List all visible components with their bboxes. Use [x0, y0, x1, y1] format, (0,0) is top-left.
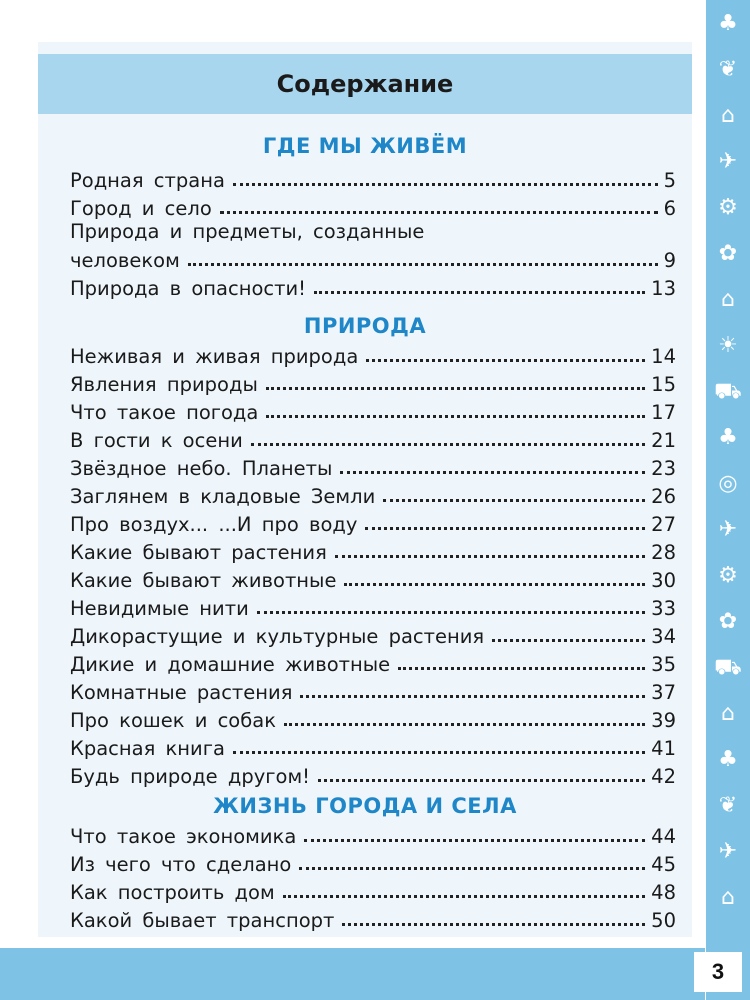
car-icon: ⛟	[714, 379, 742, 404]
page-number: 3	[694, 952, 742, 992]
section-title-nature: ПРИРОДА	[303, 314, 427, 338]
leader-dots	[188, 263, 658, 266]
entry-page: 42	[651, 765, 676, 788]
toc-entry[interactable]	[70, 618, 676, 648]
tree-icon: ♣	[718, 747, 738, 772]
entry-title: Будь природе другом!	[70, 765, 310, 788]
entry-title-line1: Природа и предметы, созданные	[70, 220, 425, 243]
toc-entry[interactable]	[70, 450, 676, 480]
toc-entry[interactable]	[70, 562, 676, 592]
toc-entry[interactable]	[70, 422, 676, 452]
entry-title: Дикие и домашние животные	[70, 653, 391, 676]
leader-dots	[257, 611, 645, 614]
entry-page: 48	[651, 881, 676, 904]
toc-entry[interactable]	[70, 758, 676, 788]
page-title: Содержание	[276, 70, 454, 98]
entry-title: Что такое экономика	[70, 825, 297, 848]
toc-entry[interactable]	[70, 190, 676, 220]
entry-page: 39	[651, 709, 676, 732]
tree-icon: ♣	[718, 425, 738, 450]
entry-title: В гости к осени	[70, 429, 243, 452]
entry-page: 28	[651, 541, 676, 564]
leader-dots	[220, 211, 658, 214]
entry-page: 50	[651, 909, 676, 932]
section-title-city-village-life: ЖИЗНЬ ГОРОДА И СЕЛА	[213, 794, 517, 818]
toc-entry[interactable]	[70, 338, 676, 368]
leader-dots	[342, 923, 645, 926]
building-icon: ⌂	[721, 885, 735, 910]
entry-page: 33	[651, 597, 676, 620]
entry-page: 6	[663, 197, 676, 220]
toc-header	[38, 54, 692, 114]
bicycle-icon: ⚙	[718, 563, 738, 588]
plant-icon: ✿	[718, 609, 738, 634]
globe-icon: ◎	[718, 471, 738, 496]
house-icon: ⌂	[721, 287, 735, 312]
decorative-bottom-strip	[0, 948, 705, 1000]
entry-page: 45	[651, 853, 676, 876]
leader-dots	[492, 639, 645, 642]
toc-entry[interactable]	[70, 590, 676, 620]
leader-dots	[340, 471, 645, 474]
toc-entry[interactable]	[70, 242, 676, 272]
sun-icon: ☀	[718, 333, 738, 358]
leader-dots	[266, 387, 645, 390]
entry-page: 21	[651, 429, 676, 452]
bird-icon: ✈	[718, 839, 738, 864]
entry-title: Какие бывают животные	[70, 569, 337, 592]
house-icon: ⌂	[721, 701, 735, 726]
leader-dots	[283, 895, 645, 898]
table-of-contents	[38, 42, 692, 937]
toc-entry[interactable]	[70, 162, 676, 192]
decorative-side-band	[706, 0, 750, 1000]
leader-dots	[314, 291, 645, 294]
toc-entry[interactable]	[70, 270, 676, 300]
toc-entry[interactable]	[70, 902, 676, 932]
toc-entry[interactable]	[70, 730, 676, 760]
entry-page: 27	[651, 513, 676, 536]
toc-entry[interactable]	[70, 506, 676, 536]
entry-page: 5	[663, 169, 676, 192]
leader-dots	[335, 555, 645, 558]
entry-page: 26	[651, 485, 676, 508]
entry-page: 13	[651, 277, 676, 300]
entry-title: Родная страна	[70, 169, 225, 192]
entry-title: Невидимые нити	[70, 597, 249, 620]
entry-page: 30	[651, 569, 676, 592]
toc-entry[interactable]	[70, 818, 676, 848]
entry-title: Город и село	[70, 197, 212, 220]
leader-dots	[284, 723, 645, 726]
entry-page: 37	[651, 681, 676, 704]
toc-entry[interactable]	[70, 846, 676, 876]
entry-title: Из чего что сделано	[70, 853, 292, 876]
leader-dots	[318, 779, 645, 782]
entry-title: Про кошек и собак	[70, 709, 276, 732]
entry-title: Как построить дом	[70, 881, 275, 904]
leader-dots	[299, 867, 645, 870]
leader-dots	[344, 583, 645, 586]
leader-dots	[233, 183, 658, 186]
entry-title: Звёздное небо. Планеты	[70, 457, 333, 480]
leader-dots	[398, 667, 645, 670]
car-icon: ⛟	[714, 655, 742, 680]
entry-page: 23	[651, 457, 676, 480]
toc-entry[interactable]	[70, 478, 676, 508]
entry-title: Какой бывает транспорт	[70, 909, 335, 932]
leaf-icon: ❦	[718, 57, 738, 82]
leader-dots	[233, 751, 645, 754]
entry-title: Заглянем в кладовые Земли	[70, 485, 376, 508]
toc-entry[interactable]	[70, 674, 676, 704]
entry-title: Про воздух... ...И про воду	[70, 513, 358, 536]
leader-dots	[300, 695, 645, 698]
leaf-icon: ❦	[718, 793, 738, 818]
toc-entry[interactable]	[70, 646, 676, 676]
toc-entry[interactable]	[70, 534, 676, 564]
entry-page: 35	[651, 653, 676, 676]
entry-title: человеком	[70, 249, 180, 272]
bird-icon: ✈	[718, 149, 738, 174]
entry-title: Какие бывают растения	[70, 541, 327, 564]
entry-title: Комнатные растения	[70, 681, 293, 704]
entry-title: Неживая и живая природа	[70, 345, 359, 368]
entry-page: 17	[651, 401, 676, 424]
building-icon: ⌂	[721, 103, 735, 128]
bicycle-icon: ⚙	[718, 195, 738, 220]
entry-page: 9	[663, 249, 676, 272]
entry-page: 44	[651, 825, 676, 848]
page-top-margin	[0, 0, 712, 22]
section-title-where-we-live: ГДЕ МЫ ЖИВЁМ	[262, 134, 468, 158]
entry-title: Природа в опасности!	[70, 277, 306, 300]
entry-title: Дикорастущие и культурные растения	[70, 625, 485, 648]
entry-page: 41	[651, 737, 676, 760]
leader-dots	[266, 415, 645, 418]
bird-icon: ✈	[718, 517, 738, 542]
entry-page: 34	[651, 625, 676, 648]
entry-title: Явления природы	[70, 373, 258, 396]
toc-entry[interactable]	[70, 394, 676, 424]
toc-entry[interactable]	[70, 366, 676, 396]
plant-icon: ✿	[718, 241, 738, 266]
toc-entry[interactable]	[70, 702, 676, 732]
entry-page: 15	[651, 373, 676, 396]
leader-dots	[383, 499, 645, 502]
tree-icon: ♣	[718, 11, 738, 36]
entry-page: 14	[651, 345, 676, 368]
entry-title: Что такое погода	[70, 401, 259, 424]
entry-title: Красная книга	[70, 737, 225, 760]
leader-dots	[304, 839, 645, 842]
leader-dots	[251, 443, 645, 446]
leader-dots	[365, 527, 645, 530]
toc-entry[interactable]	[70, 874, 676, 904]
leader-dots	[366, 359, 645, 362]
